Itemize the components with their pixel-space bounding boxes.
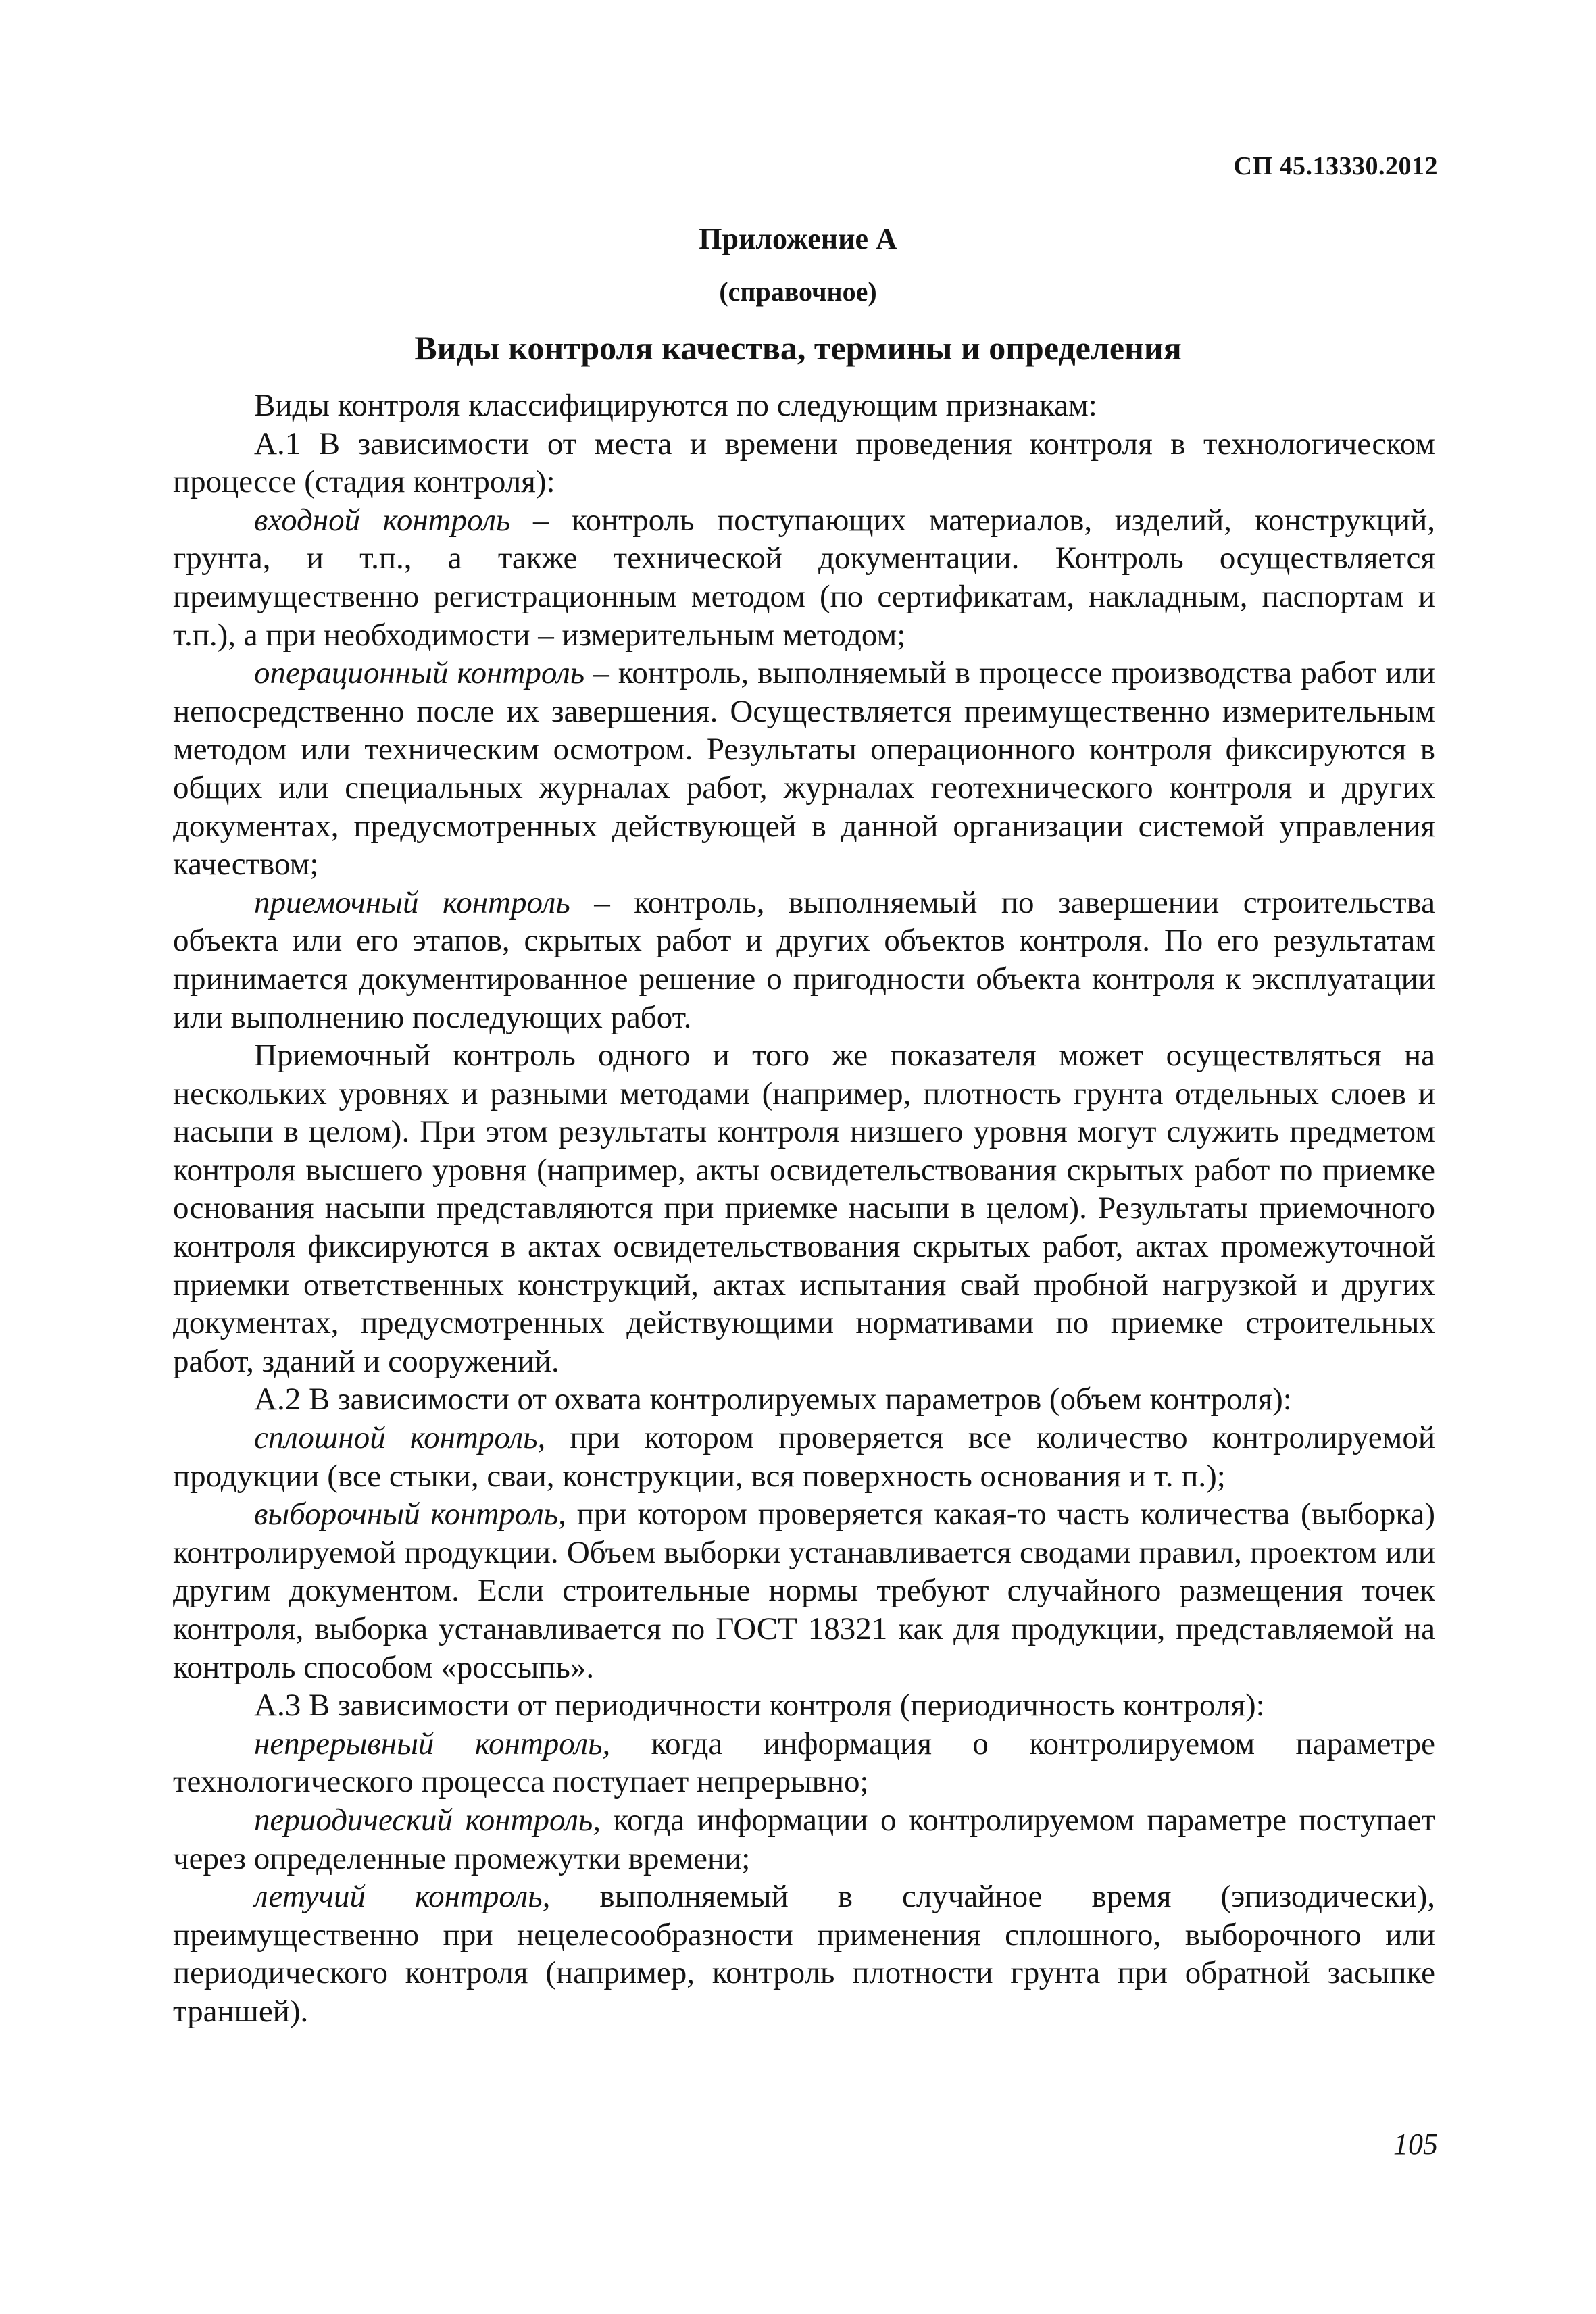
paragraph — [173, 654, 1435, 884]
term: приемочный контроль — [254, 884, 570, 920]
annex-title: Приложение А — [699, 222, 897, 255]
paragraph — [173, 501, 1435, 654]
section-heading: Виды контроля качества, термины и определения — [414, 329, 1182, 367]
paragraph — [173, 1801, 1435, 1878]
body-text — [173, 386, 1435, 2031]
term: непрерывный контроль, — [254, 1726, 611, 1761]
paragraph-text: – контроль, выполняемый в процессе производства работ или непосредственно после их завершения. Осуществляется преимущественно измерительным методом или техническим осмотром. Результаты операционного контроля фиксируются в общих или специальных журналах работ, журналах геотехнического контроля и других документах, предусмотренных действующей в данной организации системой управления качеством; — [173, 655, 1435, 882]
paragraph-text: когда информация о контролируемом параметре технологического процесса поступает непрерывно; — [173, 1726, 1435, 1800]
paragraph-text: Виды контроля классифицируются по следующим признакам: — [254, 388, 1097, 423]
paragraph — [173, 1878, 1435, 2030]
paragraph — [173, 1495, 1435, 1686]
annex-type: (справочное) — [719, 276, 877, 307]
document-code: СП 45.13330.2012 — [1233, 152, 1438, 180]
paragraph — [173, 1686, 1435, 1725]
paragraph-text: при котором проверяется какая-то часть количества (выборка) контролируемой продукции. Объем выборки устанавливается сводами правил, проектом или другим документом. Если строительные нормы требуют случайного размещения точек контроля, выборка устанавливается по ГОСТ 18321 как для продукции, представляемой на контроль способом «россыпь». — [173, 1496, 1435, 1685]
paragraph — [173, 425, 1435, 501]
paragraph — [173, 884, 1435, 1036]
paragraph — [173, 1419, 1435, 1495]
paragraph — [173, 1036, 1435, 1380]
term: сплошной контроль, — [254, 1420, 546, 1456]
paragraph-text: Приемочный контроль одного и того же показателя может осуществляться на нескольких уровнях и разными методами (например, плотность грунта отдельных слоев и насыпи в целом). При этом результаты контроля низшего уровня могут служить предметом контроля высшего уровня (например, акты освидетельствования скрытых работ по приемке основания насыпи представляются при приемке насыпи в целом). Результаты приемочного контроля фиксируются в актах освидетельствования скрытых работ, актах промежуточной приемки ответственных конструкций, актах испытания свай пробной нагрузкой и других документах, предусмотренных действующими нормативами по приемке строительных работ, зданий и сооружений. — [173, 1038, 1435, 1379]
paragraph-text: А.3 В зависимости от периодичности контроля (периодичность контроля): — [254, 1688, 1265, 1724]
term: входной контроль — [254, 502, 511, 538]
paragraph — [173, 1725, 1435, 1801]
paragraph-text: при котором проверяется все количество контролируемой продукции (все стыки, сваи, конструкции, вся поверхность основания и т. п.); — [173, 1420, 1435, 1494]
term: летучий контроль, — [254, 1879, 551, 1915]
page-number: 105 — [1393, 2128, 1438, 2161]
term: периодический контроль, — [254, 1802, 601, 1838]
term: операционный контроль — [254, 655, 585, 691]
paragraph-text: выполняемый в случайное время (эпизодически), преимущественно при нецелесообразности применения сплошного, выборочного или периодического контроля (например, контроль плотности грунта при обратной засыпке траншей). — [173, 1879, 1435, 2029]
term: выборочный контроль, — [254, 1496, 566, 1532]
paragraph-text: когда информации о контролируемом параметре поступает через определенные промежутки времени; — [173, 1802, 1435, 1876]
paragraph-text: А.2 В зависимости от охвата контролируемых параметров (объем контроля): — [254, 1382, 1292, 1417]
paragraph — [173, 1380, 1435, 1419]
paragraph-text: – контроль поступающих материалов, изделий, конструкций, грунта, и т.п., а также технической документации. Контроль осуществляется преимущественно регистрационным методом (по сертификатам, накладным, паспортам и т.п.), а при необходимости – измерительным методом; — [173, 502, 1435, 653]
paragraph — [173, 386, 1435, 425]
paragraph-text: – контроль, выполняемый по завершении строительства объекта или его этапов, скрытых работ и других объектов контроля. По его результатам принимается документированное решение о пригодности объекта контроля к эксплуатации или выполнению последующих работ. — [173, 884, 1435, 1035]
paragraph-text: А.1 В зависимости от места и времени проведения контроля в технологическом процессе (стадия контроля): — [173, 426, 1435, 500]
